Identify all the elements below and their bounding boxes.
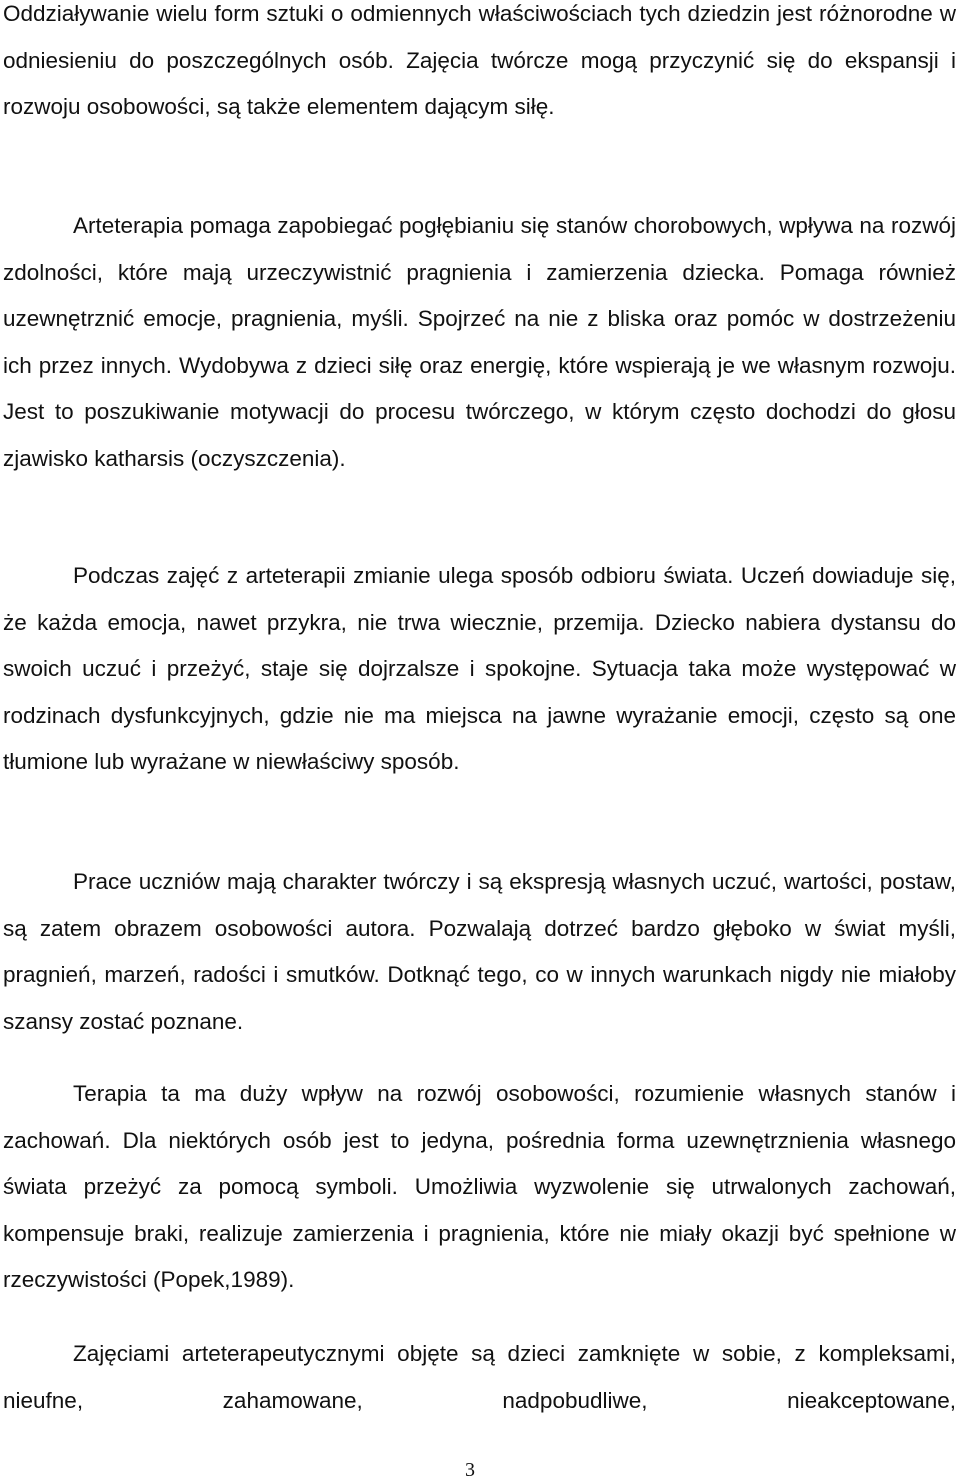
paragraph-4: Prace uczniów mają charakter twórczy i są ekspresją własnych uczuć, wartości, postaw, są zatem obrazem osobowości autora. Pozwalają dotrzeć bardzo głęboko w świat myśli, pragnień, marzeń, radości i smutków. Dotknąć tego, co w innych warunkach nigdy nie miałoby szansy zostać poznane. [3,869,956,1034]
page-number: 3 [465,1459,475,1481]
paragraph-1: Oddziaływanie wielu form sztuki o odmiennych właściwościach tych dziedzin jest różnorodne w odniesieniu do poszczególnych osób. Zajęcia twórcze mogą przyczynić się do ekspansji i rozwoju osobowości, są także elementem dającym siłę. [3,1,956,119]
paragraph-6: Zajęciami arteterapeutycznymi objęte są dzieci zamknięte w sobie, z kompleksami, nieufne, zahamowane, nadpobudliwe, nieakceptowane, [3,1341,956,1413]
paragraph-5: Terapia ta ma duży wpływ na rozwój osobowości, rozumienie własnych stanów i zachowań. Dla niektórych osób jest to jedyna, pośrednia forma uzewnętrznienia własnego świata przeżyć za pomocą symboli. Umożliwia wyzwolenie się utrwalonych zachowań, kompensuje braki, realizuje zamierzenia i pragnienia, które nie miały okazji być spełnione w rzeczywistości (Popek,1989). [3,1081,956,1292]
paragraph-2: Arteterapia pomaga zapobiegać pogłębianiu się stanów chorobowych, wpływa na rozwój zdolności, które mają urzeczywistnić pragnienia i zamierzenia dziecka. Pomaga również uzewnętrznić emocje, pragnienia, myśli. Spojrzeć na nie z bliska oraz pomóc w dostrzeżeniu ich przez innych. Wydobywa z dzieci siłę oraz energię, które wspierają je we własnym rozwoju. Jest to poszukiwanie motywacji do procesu twórczego, w którym często dochodzi do głosu zjawisko katharsis (oczyszczenia). [3,213,956,471]
paragraph-3: Podczas zajęć z arteterapii zmianie ulega sposób odbioru świata. Uczeń dowiaduje się, że każda emocja, nawet przykra, nie trwa wiecznie, przemija. Dziecko nabiera dystansu do swoich uczuć i przeżyć, staje się dojrzalsze i spokojne. Sytuacja taka może występować w rodzinach dysfunkcyjnych, gdzie nie ma miejsca na jawne wyrażanie emocji, często są one tłumione lub wyrażane w niewłaściwy sposób. [3,563,956,774]
